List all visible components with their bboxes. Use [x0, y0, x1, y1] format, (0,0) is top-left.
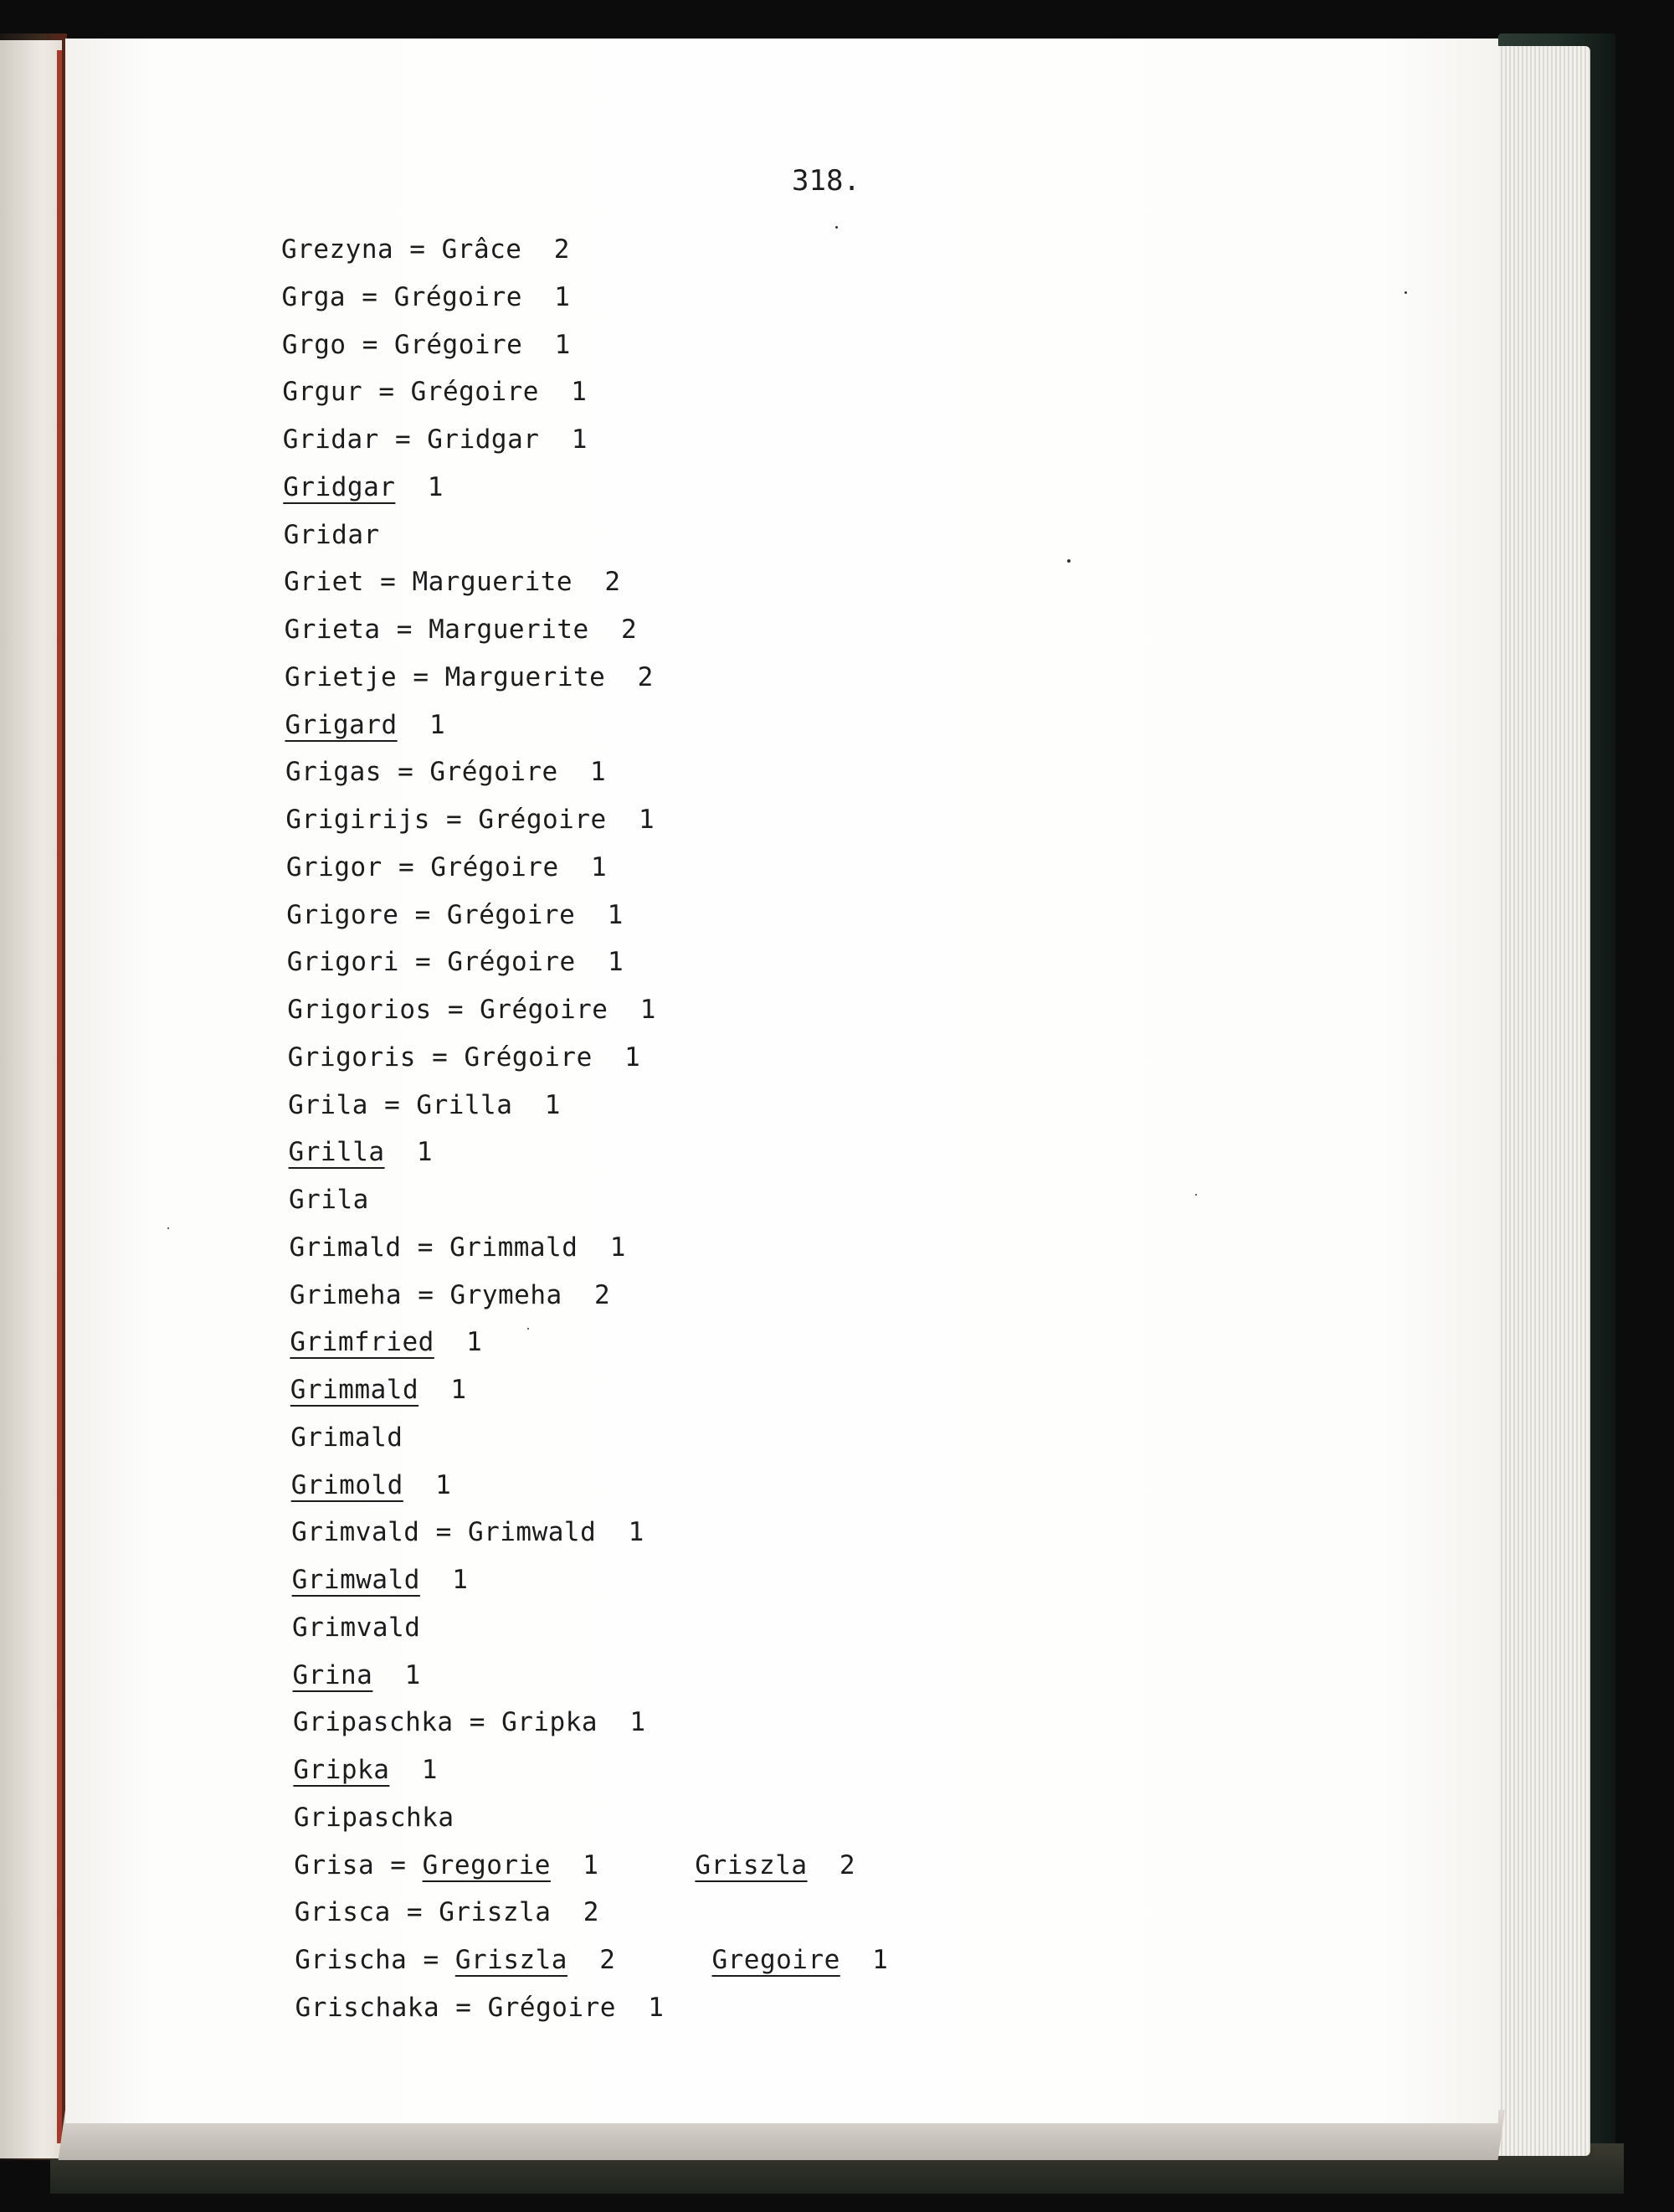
entry-text: Gripaschka	[293, 1802, 454, 1833]
entry-text: Grigoris = Grégoire 1	[287, 1042, 641, 1073]
entry-text: Grimeha = Grymeha 2	[289, 1279, 611, 1310]
entry-text: Grigas = Grégoire 1	[285, 757, 607, 788]
index-entry	[290, 1373, 467, 1407]
left-page-red-edge	[57, 50, 62, 2143]
paper-speck	[1195, 1194, 1197, 1196]
index-entry	[290, 1325, 482, 1359]
index-entry	[284, 518, 380, 552]
entry-text: Grezyna = Grâce 2	[281, 234, 570, 265]
index-entry	[285, 803, 655, 836]
index-entry	[283, 423, 588, 456]
index-entry	[286, 898, 623, 932]
entry-text: Grimvald = Grimwald 1	[291, 1517, 644, 1548]
index-entry	[289, 1231, 625, 1264]
paper-speck	[167, 1227, 169, 1229]
underlined-name: Grimwald	[291, 1565, 420, 1595]
entry-text: Grila	[289, 1185, 369, 1215]
index-entry	[290, 1421, 403, 1454]
entry-text: Grimvald	[292, 1612, 421, 1643]
entry-text: Grigirijs = Grégoire 1	[285, 805, 655, 835]
entry-text: 1	[395, 471, 444, 502]
entry-text: 1	[372, 1659, 421, 1690]
entry-text: 1	[403, 1469, 452, 1500]
index-entry	[290, 1278, 610, 1312]
index-entry	[284, 565, 620, 599]
paper-speck	[1067, 559, 1071, 563]
index-entry	[281, 280, 570, 314]
entry-text: 1	[550, 1849, 696, 1880]
entry-text: 1	[397, 709, 446, 740]
index-entry	[288, 1088, 561, 1122]
index-entry	[293, 1659, 421, 1692]
index-entry	[288, 1041, 641, 1074]
index-entry	[286, 851, 607, 884]
index-entry	[291, 1469, 452, 1502]
entry-text: 1	[434, 1327, 483, 1358]
entry-text: Grgur = Grégoire 1	[282, 377, 588, 408]
entry-text: Grimald	[290, 1422, 403, 1453]
entry-text: Grimald = Grimmald 1	[289, 1232, 626, 1263]
underlined-name: Griszla	[695, 1849, 808, 1880]
entry-text: Grietje = Marguerite 2	[285, 661, 654, 692]
entry-text: Grga = Grégoire 1	[281, 281, 571, 312]
page-block-edge	[1490, 46, 1590, 2156]
index-entry	[285, 755, 606, 789]
index-entry	[291, 1515, 644, 1549]
index-entry	[285, 613, 638, 646]
index-entry	[285, 708, 446, 742]
underlined-name: Grimmald	[290, 1375, 419, 1405]
underlined-name: Grimold	[290, 1469, 403, 1500]
entry-text: Grigorios = Grégoire 1	[287, 995, 656, 1025]
entry-text: 1	[389, 1755, 438, 1785]
index-entry	[289, 1135, 433, 1169]
entry-text: Grigor = Grégoire 1	[285, 851, 608, 882]
index-entry	[292, 1563, 469, 1597]
page-number: 318.	[792, 164, 860, 198]
index-entry	[293, 1753, 437, 1787]
entry-text: 1	[418, 1375, 467, 1405]
index-entry	[287, 945, 624, 979]
underlined-name: Grina	[292, 1659, 373, 1690]
index-entry	[294, 1801, 454, 1834]
entry-text: Grischa =	[295, 1945, 455, 1975]
index-entry	[287, 993, 656, 1026]
document-page	[65, 39, 1498, 2123]
entry-text: Griet = Marguerite 2	[284, 567, 621, 598]
index-entry	[282, 328, 571, 362]
entry-text: Grgo = Grégoire 1	[281, 329, 571, 360]
entry-text: Grisca = Griszla 2	[294, 1897, 599, 1928]
index-entry	[281, 233, 570, 266]
underlined-name: Griszla	[454, 1945, 567, 1975]
index-entry	[293, 1705, 646, 1739]
paper-speck	[527, 1328, 529, 1330]
underlined-name: Grigard	[285, 709, 398, 740]
entry-text: 1	[840, 1945, 889, 1975]
index-entry	[295, 1943, 888, 1977]
underlined-name: Gripka	[293, 1755, 390, 1785]
underlined-name: Gregorie	[422, 1849, 551, 1880]
entry-text: Grischaka = Grégoire 1	[295, 1992, 665, 2023]
entry-text: Grigore = Grégoire 1	[286, 899, 624, 930]
entry-text: Grila = Grilla 1	[288, 1089, 561, 1120]
entry-text: Grieta = Marguerite 2	[284, 615, 638, 645]
underlined-name: Gridgar	[283, 471, 396, 502]
index-entry	[294, 1849, 855, 1882]
underlined-name: Gregoire	[711, 1945, 840, 1975]
index-entry	[289, 1183, 369, 1217]
entry-text: 1	[384, 1137, 434, 1168]
index-entry	[295, 1991, 665, 2024]
entry-text: Grigori = Grégoire 1	[286, 947, 624, 978]
index-entry	[282, 375, 587, 409]
entry-text: Gridar = Gridgar 1	[282, 424, 588, 455]
underlined-name: Grilla	[288, 1137, 385, 1168]
index-entry	[295, 1896, 599, 1929]
index-entry	[285, 661, 654, 694]
paper-speck	[835, 226, 838, 229]
entry-text: 2	[807, 1849, 856, 1880]
entry-text: 2	[567, 1945, 712, 1975]
index-entry	[283, 471, 444, 504]
entry-text: Grisa =	[294, 1849, 423, 1880]
entry-text: Gripaschka = Gripka 1	[292, 1707, 646, 1738]
left-page-edge	[0, 40, 62, 2158]
entry-text: Gridar	[283, 519, 380, 550]
underlined-name: Grimfried	[290, 1327, 434, 1358]
entry-text: 1	[419, 1565, 469, 1595]
paper-speck	[1404, 291, 1407, 294]
index-entry	[292, 1611, 420, 1644]
